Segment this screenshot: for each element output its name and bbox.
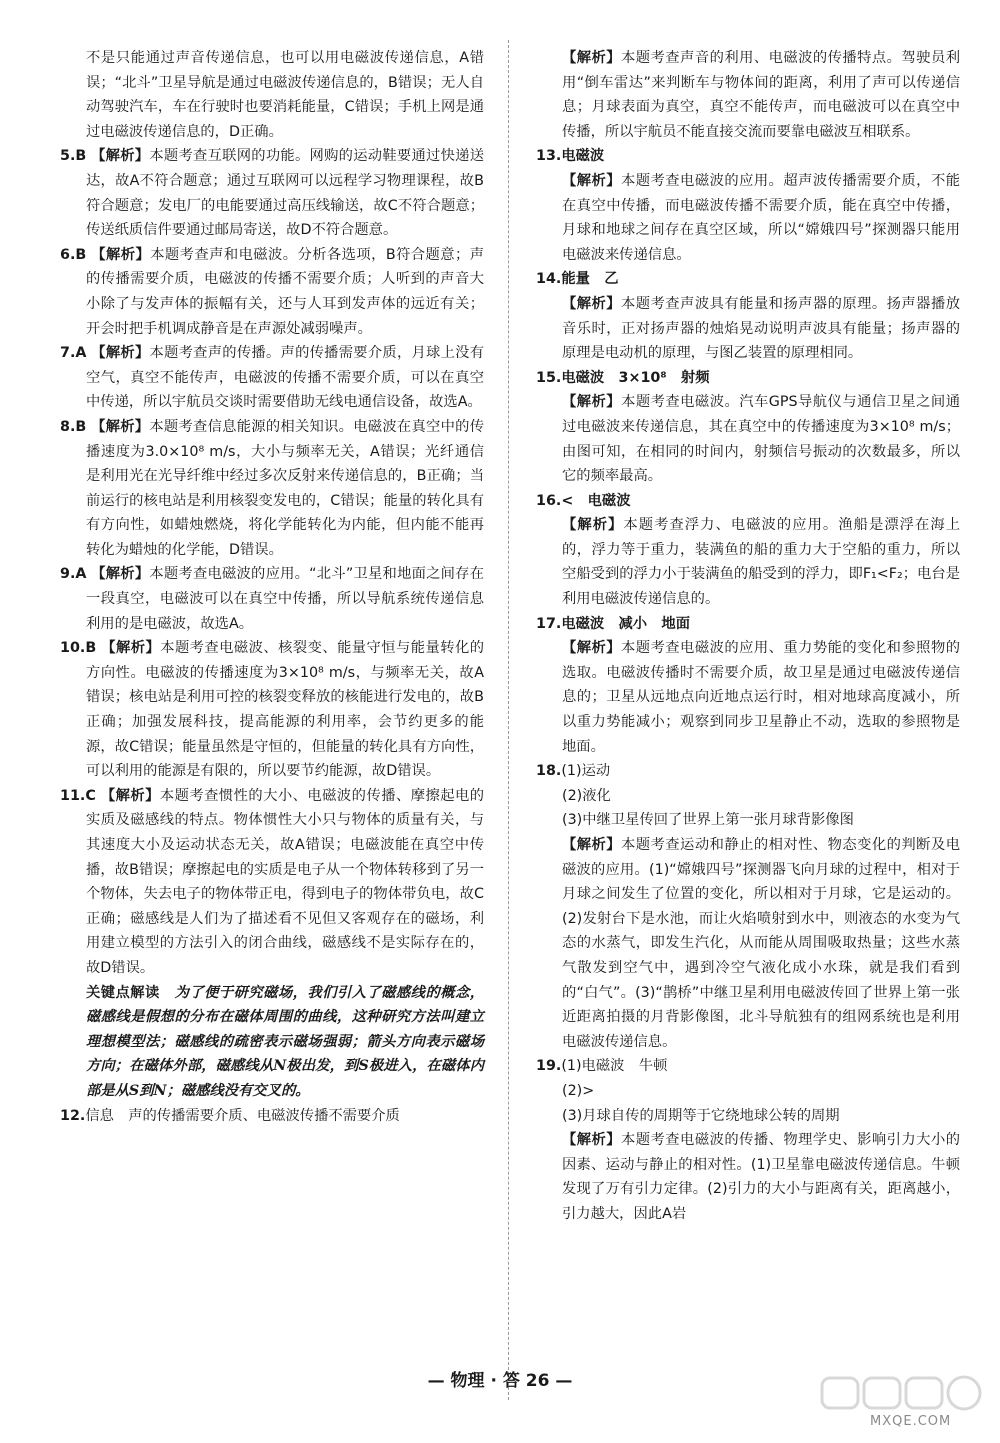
analysis-text: 本题考查互联网的功能。网购的运动鞋要通过快递送达，故A不符合题意；通过互联网可以远程学习物理课程，故B符合题意；发电厂的电能要通过高压线输送，故C不符合题意；传送纸质信件要通过邮局寄送，故D不符合题意。 [86,148,485,239]
page-footer: — 物理 · 答 26 — [427,1371,573,1391]
sub-answer-1: (1)电磁波 牛顿 [561,1058,668,1075]
answer-q12-analysis [536,46,960,144]
answer-choice: B [75,148,87,165]
answer-q18 [536,759,960,784]
question-number: 12. [60,1107,86,1124]
question-number: 18. [536,763,562,780]
key-point-box [60,981,484,1104]
key-point-title: 关键点解读 [86,984,160,1001]
answer-choice: B [85,640,97,657]
question-number: 17. [536,615,562,632]
watermark-text: MXQE.COM [870,1414,952,1429]
analysis-tag: 【解析】 [562,172,622,189]
question-number: 13. [536,148,562,165]
answer-q19 [536,1054,960,1079]
answer-q14 [536,267,960,292]
answer-q14-analysis [536,292,960,366]
answer-q13 [536,144,960,169]
answer-text: 电磁波 减小 地面 [561,615,690,632]
analysis-tag: 【解析】 [562,1132,622,1149]
question-number: 7. [60,345,76,362]
sub-answer-2: (2)液化 [562,787,611,804]
analysis-text: 本题考查电磁波的传播、物理学史、影响引力大小的因素、运动与静止的相对性。(1)卫星靠电磁波传递信息。牛顿发现了万有引力定律。(2)引力的大小与距离有关，距离越小，引力越大，因此A岩 [562,1132,960,1222]
analysis-text: 本题考查电磁波、核裂变、能量守恒与能量转化的方向性。电磁波的传播速度为3×10⁸ m/s，与频率无关，故A错误；核电站是利用可控的核裂变释放的核能进行发电的，故B正确；加强发展科技，提高能源的利用率，会节约更多的能源，故C错误；能量虽然是守恒的，但能量的转化具有方向性，可以利用的能源是有限的，所以要节约能源，故D错误。 [86,640,485,780]
answer-q6 [60,243,484,341]
right-column [536,46,960,1227]
answer-choice: B [75,418,87,435]
analysis-tag: 【解析】 [562,640,622,657]
analysis-text: 本题考查惯性的大小、电磁波的传播、摩擦起电的实质及磁感线的特点。物体惯性大小只与物体的质量有关，与其速度大小及运动状态无关，故A错误；电磁波能在真空中传播，故B错误；摩擦起电的实质是电子从一个物体转移到了另一个物体，失去电子的物体带正电，得到电子的物体带负电，故C正确；磁感线是人们为了描述看不见但又客观存在的磁场，利用建立模型的方法引入的闭合曲线，磁感线不是实际存在的，故D错误。 [86,787,485,976]
answer-choice: A [75,566,87,583]
question-number: 19. [536,1058,562,1075]
analysis-tag: 【解析】 [101,640,161,657]
answer-q8 [60,415,484,563]
analysis-tag: 【解析】 [91,246,151,263]
answer-continuation: 不是只能通过声音传递信息，也可以用电磁波传递信息，A错误；“北斗”卫星导航是通过电磁波传递信息的，B错误；无人自动驾驶汽车，车在行驶时也要消耗能量，C错误；手机上网是通过电磁波传递信息的，D正确。 [86,50,484,140]
answer-text: 电磁波 [561,148,605,165]
answer-q5 [60,144,484,242]
analysis-tag: 【解析】 [562,837,622,853]
analysis-text: 本题考查声和电磁波。分析各选项，B符合题意；声的传播需要介质，电磁波的传播不需要介质；人听到的声音大小除了与发声体的振幅有关，还与人耳到发声体的远近有关；开会时把手机调成静音是在声源处减弱噪声。 [86,246,485,337]
answer-q12 [60,1104,484,1129]
question-number: 9. [60,566,76,583]
question-number: 8. [60,418,76,435]
analysis-text: 本题考查电磁波的应用。“北斗”卫星和地面之间存在一段真空，电磁波可以在真空中传播，所以导航系统传递信息利用的是电磁波，故选A。 [86,566,485,632]
analysis-tag: 【解析】 [562,50,622,66]
answer-q17-analysis [536,636,960,759]
analysis-text: 本题考查浮力、电磁波的应用。渔船是漂浮在海上的，浮力等于重力，装满鱼的船的重力大于空船的重力，所以空船受到的浮力小于装满鱼的船受到的浮力，即F₁<F₂；电台是利用电磁波传递信息的。 [562,517,961,608]
answer-q15-analysis [536,390,960,488]
answer-text: 能量 乙 [561,271,619,288]
answer-q19-analysis [536,1128,960,1226]
sub-answer-1: (1)运动 [561,763,611,780]
analysis-tag: 【解析】 [91,418,150,435]
analysis-text: 本题考查电磁波的应用。超声波传播需要介质，不能在真空中传播，而电磁波传播不需要介质，能在真空中传播，月球和地球之间存在真空区域，所以“嫦娥四号”探测器只能用电磁波来传递信息。 [562,172,960,263]
answer-q13-analysis [536,169,960,267]
answer-choice: B [75,246,87,263]
column-divider [508,40,509,1400]
analysis-tag: 【解析】 [91,148,150,165]
question-number: 6. [60,246,76,263]
sub-answer-3: (3)月球自传的周期等于它绕地球公转的周期 [562,1107,840,1124]
analysis-text: 本题考查运动和静止的相对性、物态变化的判断及电磁波的应用。(1)“嫦娥四号”探测器飞向月球的过程中，相对于月球之间发生了位置的变化，所以相对于月球，它是运动的。(2)发射台下是水池，而让火焰喷射到水中，则液态的水变为气态的水蒸气，即发生汽化，从而能从周围吸取热量；这些水蒸气散发到空气中，遇到冷空气液化成小水珠，就是我们看到的“白气”。(3)“鹊桥”中继卫星利用电磁波传回了世界上第一张近距离拍摄的月背影像图，北斗导航独有的组网系统也是利用电磁波传递信息。 [562,837,960,1050]
question-number: 10. [60,640,86,657]
answer-q17 [536,612,960,637]
answer-choice: C [85,787,96,804]
analysis-text: 本题考查声的传播。声的传播需要介质，月球上没有空气，真空不能传声，电磁波的传播不需要介质，可以在真空中传递，所以宇航员交谈时需要借助无线电通信设备，故选A。 [86,345,485,411]
answer-q10 [60,636,484,784]
analysis-tag: 【解析】 [562,394,622,411]
analysis-text: 本题考查信息能源的相关知识。电磁波在真空中的传播速度为3.0×10⁸ m/s，大小与频率无关，A错误；光纤通信是利用光在光导纤维中经过多次反射来传递信息的，B正确；当前运行的核电站是利用核裂变发电的，C错误；能量的转化具有有方向性，如蜡烛燃烧，将化学能转化为内能，但内能不能再转化为蜡烛的化学能，D错误。 [86,418,485,558]
answer-q16 [536,489,960,514]
analysis-tag: 【解析】 [562,517,624,534]
answer-q15 [536,366,960,391]
key-point-text: 为了便于研究磁场，我们引入了磁感线的概念，磁感线是假想的分布在磁体周围的曲线，这种研究方法叫建立理想模型法；磁感线的疏密表示磁场强弱；箭头方向表示磁场方向；在磁体外部，磁感线从N极出发，到S极进入，在磁体内部是从S到N；磁感线没有交叉的。 [86,984,485,1099]
question-number: 15. [536,369,562,386]
answer-q16-analysis [536,513,960,611]
analysis-tag: 【解析】 [91,345,150,362]
question-number: 14. [536,271,562,288]
answer-text: 电磁波 3×10⁸ 射频 [561,369,710,386]
analysis-tag: 【解析】 [91,566,150,583]
analysis-text: 本题考查电磁波的应用、重力势能的变化和参照物的选取。电磁波传播时不需要介质，故卫星是通过电磁波传递信息的；卫星从远地点向近地点运行时，相对地球高度减小，所以重力势能减小；观察到同步卫星静止不动，选取的参照物是地面。 [562,640,960,755]
analysis-text: 本题考查声波具有能量和扬声器的原理。扬声器播放音乐时，正对扬声器的烛焰晃动说明声波具有能量；扬声器的原理是电动机的原理，与图乙装置的原理相同。 [562,295,960,362]
question-number: 16. [536,492,562,509]
question-number: 5. [60,148,76,165]
sub-answer-2: (2)> [562,1082,595,1099]
analysis-tag: 【解析】 [100,787,160,804]
sub-answer-3: (3)中继卫星传回了世界上第一张月球背影像图 [562,812,854,829]
analysis-tag: 【解析】 [562,295,622,312]
analysis-text: 本题考查电磁波。汽车GPS导航仪与通信卫星之间通过电磁波来传递信息，其在真空中的传播速度为3×10⁸ m/s；由图可知，在相同的时间内，射频信号振动的次数最多，所以它的频率最高。 [562,394,960,485]
answer-q9 [60,562,484,636]
answer-q18-analysis [536,833,960,1054]
analysis-text: 本题考查声音的利用、电磁波的传播特点。驾驶员利用“倒车雷达”来判断车与物体间的距离，利用了声可以传递信息；月球表面为真空，真空不能传声，而电磁波可以在真空中传播，所以宇航员不能直接交流而要靠电磁波互相联系。 [562,50,960,140]
answer-choice: A [75,345,87,362]
answer-text: 信息 声的传播需要介质、电磁波传播不需要介质 [85,1107,400,1124]
question-number: 11. [60,787,86,804]
answer-q11 [60,784,484,981]
answer-q7 [60,341,484,415]
answer-text: < 电磁波 [561,492,631,509]
left-column [60,46,484,1128]
